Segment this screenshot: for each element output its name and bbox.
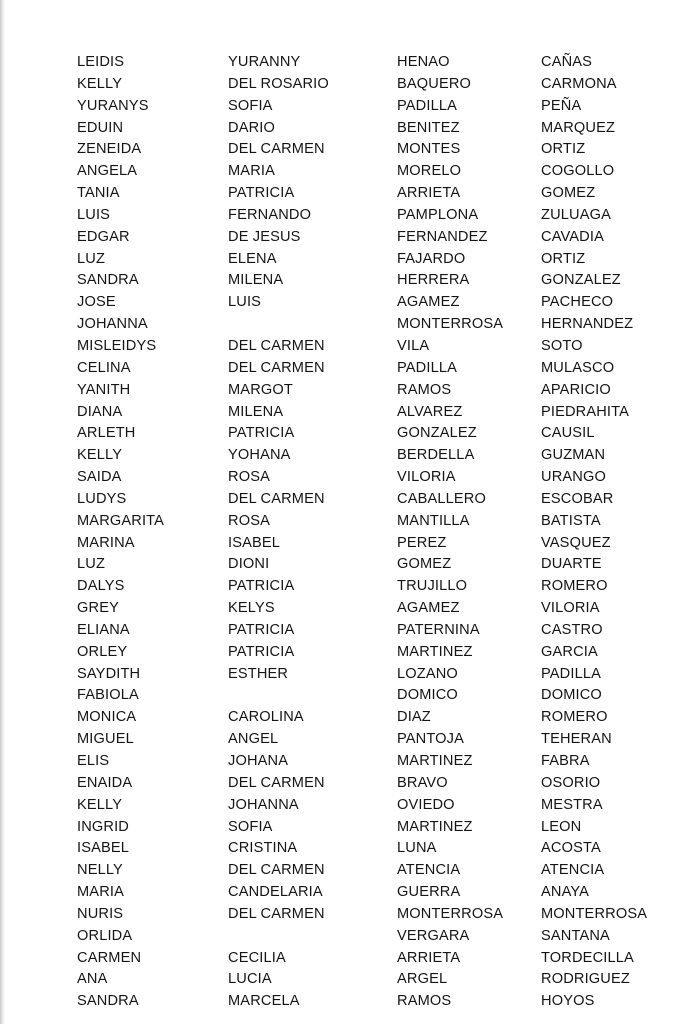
- second-surname-cell: ANAYA: [541, 884, 590, 901]
- table-row: [77, 423, 677, 445]
- first-name-cell: FABIOLA: [77, 687, 139, 704]
- second-surname-cell: DUARTE: [541, 556, 602, 573]
- first-name-cell: SANDRA: [77, 993, 139, 1010]
- first-surname-cell: GONZALEZ: [397, 425, 477, 442]
- first-name-cell: MIGUEL: [77, 731, 134, 748]
- second-surname-cell: SANTANA: [541, 927, 610, 944]
- first-surname-cell: ATENCIA: [397, 862, 461, 879]
- first-surname-cell: PADILLA: [397, 359, 457, 376]
- middle-name-cell: DEL CARMEN: [228, 862, 325, 879]
- second-surname-cell: MARQUEZ: [541, 119, 616, 136]
- first-name-cell: ARLETH: [77, 425, 136, 442]
- second-surname-cell: CASTRO: [541, 621, 603, 638]
- first-name-cell: JOSE: [77, 294, 116, 311]
- first-name-cell: YANITH: [77, 381, 131, 398]
- middle-name-cell: SOFIA: [228, 818, 273, 835]
- first-surname-cell: OVIEDO: [397, 796, 455, 813]
- first-surname-cell: AGAMEZ: [397, 600, 460, 617]
- table-row: [77, 860, 677, 882]
- middle-name-cell: DE JESUS: [228, 228, 301, 245]
- table-row: [77, 838, 677, 860]
- second-surname-cell: BATISTA: [541, 512, 601, 529]
- first-surname-cell: DOMICO: [397, 687, 458, 704]
- second-surname-cell: OSORIO: [541, 774, 601, 791]
- first-surname-cell: HENAO: [397, 54, 450, 70]
- middle-name-cell: YURANNY: [228, 54, 301, 70]
- table-row: [77, 904, 677, 926]
- middle-name-cell: DEL CARMEN: [228, 490, 325, 507]
- first-surname-cell: MANTILLA: [397, 512, 470, 529]
- second-surname-cell: PADILLA: [541, 665, 601, 682]
- table-row: [77, 292, 677, 314]
- first-name-cell: ELIANA: [77, 621, 130, 638]
- first-surname-cell: TRUJILLO: [397, 578, 468, 595]
- table-row: [77, 227, 677, 249]
- second-surname-cell: ACOSTA: [541, 840, 601, 857]
- middle-name-cell: MARCELA: [228, 993, 300, 1010]
- second-surname-cell: GUZMAN: [541, 447, 606, 464]
- second-surname-cell: TEHERAN: [541, 731, 612, 748]
- second-surname-cell: ROMERO: [541, 578, 608, 595]
- first-name-cell: INGRID: [77, 818, 129, 835]
- first-surname-cell: MONTES: [397, 141, 461, 158]
- middle-name-cell: MARGOT: [228, 381, 293, 398]
- first-name-cell: LEIDIS: [77, 54, 125, 70]
- first-surname-cell: RAMOS: [397, 381, 452, 398]
- middle-name-cell: [228, 685, 397, 707]
- second-surname-cell: ORTIZ: [541, 141, 586, 158]
- first-name-cell: DIANA: [77, 403, 123, 420]
- middle-name-cell: PATRICIA: [228, 185, 295, 202]
- first-surname-cell: BAQUERO: [397, 75, 472, 92]
- first-surname-cell: ARRIETA: [397, 949, 461, 966]
- second-surname-cell: PACHECO: [541, 294, 614, 311]
- middle-name-cell: ROSA: [228, 512, 270, 529]
- middle-name-cell: DEL CARMEN: [228, 141, 325, 158]
- table-row: [77, 926, 677, 948]
- second-surname-cell: CARMONA: [541, 75, 617, 92]
- table-row: [77, 817, 677, 839]
- table-row: [77, 314, 677, 336]
- table-row: [77, 380, 677, 402]
- middle-name-cell: DEL CARMEN: [228, 337, 325, 354]
- first-name-cell: MONICA: [77, 709, 137, 726]
- second-surname-cell: MULASCO: [541, 359, 615, 376]
- middle-name-cell: JOHANNA: [228, 796, 299, 813]
- first-name-cell: ISABEL: [77, 840, 130, 857]
- middle-name-cell: KELYS: [228, 600, 275, 617]
- first-name-cell: MARIA: [77, 884, 124, 901]
- second-surname-cell: DOMICO: [541, 687, 602, 704]
- first-name-cell: SAYDITH: [77, 665, 141, 682]
- second-surname-cell: TORDECILLA: [541, 949, 634, 966]
- table-row: [77, 795, 677, 817]
- second-surname-cell: GOMEZ: [541, 185, 596, 202]
- first-name-cell: GREY: [77, 600, 119, 617]
- second-surname-cell: VILORIA: [541, 600, 600, 617]
- first-surname-cell: FERNANDEZ: [397, 228, 488, 245]
- middle-name-cell: SOFIA: [228, 97, 273, 114]
- second-surname-cell: GONZALEZ: [541, 272, 621, 289]
- middle-name-cell: [228, 314, 397, 336]
- first-name-cell: NURIS: [77, 905, 124, 922]
- middle-name-cell: ANGEL: [228, 731, 279, 748]
- table-row: [77, 402, 677, 424]
- table-row: [77, 554, 677, 576]
- first-surname-cell: BENITEZ: [397, 119, 460, 136]
- table-row: [77, 642, 677, 664]
- first-surname-cell: HERRERA: [397, 272, 470, 289]
- table-row: [77, 991, 677, 1013]
- second-surname-cell: HERNANDEZ: [541, 316, 634, 333]
- second-surname-cell: PEÑA: [541, 97, 582, 114]
- second-surname-cell: CAÑAS: [541, 54, 593, 70]
- table-row: [77, 96, 677, 118]
- first-surname-cell: ALVAREZ: [397, 403, 463, 420]
- first-name-cell: JOHANNA: [77, 316, 148, 333]
- second-surname-cell: HOYOS: [541, 993, 595, 1010]
- middle-name-cell: PATRICIA: [228, 621, 295, 638]
- first-name-cell: KELLY: [77, 796, 123, 813]
- first-name-cell: LUZ: [77, 556, 106, 573]
- first-name-cell: YURANYS: [77, 97, 149, 114]
- first-surname-cell: GOMEZ: [397, 556, 452, 573]
- first-name-cell: CELINA: [77, 359, 131, 376]
- first-name-cell: EDUIN: [77, 119, 124, 136]
- second-surname-cell: ORTIZ: [541, 250, 586, 267]
- middle-name-cell: DIONI: [228, 556, 270, 573]
- first-name-cell: ORLIDA: [77, 927, 133, 944]
- middle-name-cell: MILENA: [228, 272, 284, 289]
- table-row: [77, 445, 677, 467]
- second-surname-cell: CAUSIL: [541, 425, 595, 442]
- table-row: [77, 52, 677, 74]
- middle-name-cell: PATRICIA: [228, 578, 295, 595]
- table-row: [77, 139, 677, 161]
- first-surname-cell: VILA: [397, 337, 430, 354]
- table-row: [77, 489, 677, 511]
- second-surname-cell: ATENCIA: [541, 862, 605, 879]
- middle-name-cell: CAROLINA: [228, 709, 304, 726]
- second-surname-cell: FABRA: [541, 753, 590, 769]
- table-row: [77, 533, 677, 555]
- table-row: [77, 576, 677, 598]
- names-table-body: [77, 52, 677, 1013]
- first-name-cell: LUDYS: [77, 490, 127, 507]
- first-surname-cell: MONTERROSA: [397, 905, 504, 922]
- second-surname-cell: ROMERO: [541, 709, 608, 726]
- first-surname-cell: MORELO: [397, 163, 462, 180]
- table-row: [77, 969, 677, 991]
- first-name-cell: TANIA: [77, 185, 120, 202]
- second-surname-cell: MONTERROSA: [541, 905, 648, 922]
- first-name-cell: EDGAR: [77, 228, 130, 245]
- first-name-cell: MISLEIDYS: [77, 337, 157, 354]
- table-row: [77, 183, 677, 205]
- table-row: [77, 118, 677, 140]
- middle-name-cell: LUCIA: [228, 971, 272, 988]
- table-row: [77, 707, 677, 729]
- first-name-cell: ZENEIDA: [77, 141, 142, 158]
- middle-name-cell: YOHANA: [228, 447, 291, 464]
- table-row: [77, 773, 677, 795]
- first-surname-cell: FAJARDO: [397, 250, 466, 267]
- middle-name-cell: ROSA: [228, 469, 270, 486]
- first-surname-cell: BERDELLA: [397, 447, 475, 464]
- middle-name-cell: CANDELARIA: [228, 884, 323, 901]
- first-name-cell: LUZ: [77, 250, 106, 267]
- second-surname-cell: GARCIA: [541, 643, 598, 660]
- table-row: [77, 270, 677, 292]
- first-name-cell: SANDRA: [77, 272, 139, 289]
- first-surname-cell: PAMPLONA: [397, 206, 479, 223]
- first-name-cell: KELLY: [77, 75, 123, 92]
- first-name-cell: ANA: [77, 971, 108, 988]
- first-surname-cell: PADILLA: [397, 97, 457, 114]
- first-name-cell: KELLY: [77, 447, 123, 464]
- second-surname-cell: URANGO: [541, 469, 606, 486]
- first-surname-cell: PANTOJA: [397, 731, 465, 748]
- middle-name-cell: MILENA: [228, 403, 284, 420]
- first-name-cell: ANGELA: [77, 163, 138, 180]
- first-name-cell: ORLEY: [77, 643, 128, 660]
- second-surname-cell: LEON: [541, 818, 582, 835]
- table-row: [77, 336, 677, 358]
- middle-name-cell: FERNANDO: [228, 206, 312, 223]
- second-surname-cell: APARICIO: [541, 381, 611, 398]
- first-surname-cell: LOZANO: [397, 665, 458, 682]
- middle-name-cell: DEL CARMEN: [228, 774, 325, 791]
- first-surname-cell: MARTINEZ: [397, 818, 473, 835]
- second-surname-cell: ESCOBAR: [541, 490, 614, 507]
- first-name-cell: CARMEN: [77, 949, 142, 966]
- first-name-cell: MARINA: [77, 534, 135, 551]
- middle-name-cell: CECILIA: [228, 949, 286, 966]
- table-row: [77, 882, 677, 904]
- table-row: [77, 664, 677, 686]
- middle-name-cell: JOHANA: [228, 753, 289, 769]
- first-surname-cell: PATERNINA: [397, 621, 480, 638]
- first-surname-cell: LUNA: [397, 840, 437, 857]
- first-name-cell: DALYS: [77, 578, 125, 595]
- first-surname-cell: ARGEL: [397, 971, 448, 988]
- first-surname-cell: ARRIETA: [397, 185, 461, 202]
- middle-name-cell: [228, 926, 397, 948]
- table-row: [77, 948, 677, 970]
- middle-name-cell: DEL CARMEN: [228, 905, 325, 922]
- second-surname-cell: MESTRA: [541, 796, 603, 813]
- second-surname-cell: SOTO: [541, 337, 583, 354]
- middle-name-cell: MARIA: [228, 163, 275, 180]
- first-surname-cell: MONTERROSA: [397, 316, 504, 333]
- first-surname-cell: VERGARA: [397, 927, 470, 944]
- second-surname-cell: CAVADIA: [541, 228, 604, 245]
- middle-name-cell: DARIO: [228, 119, 275, 136]
- table-row: [77, 620, 677, 642]
- first-name-cell: NELLY: [77, 862, 123, 879]
- names-table: [77, 52, 677, 1013]
- first-surname-cell: GUERRA: [397, 884, 461, 901]
- first-surname-cell: AGAMEZ: [397, 294, 460, 311]
- first-surname-cell: PEREZ: [397, 534, 447, 551]
- table-row: [77, 358, 677, 380]
- table-row: [77, 205, 677, 227]
- second-surname-cell: RODRIGUEZ: [541, 971, 630, 988]
- middle-name-cell: PATRICIA: [228, 643, 295, 660]
- table-row: [77, 511, 677, 533]
- second-surname-cell: ZULUAGA: [541, 206, 611, 223]
- second-surname-cell: COGOLLO: [541, 163, 615, 180]
- middle-name-cell: DEL ROSARIO: [228, 75, 329, 92]
- second-surname-cell: VASQUEZ: [541, 534, 611, 551]
- middle-name-cell: LUIS: [228, 294, 262, 311]
- first-surname-cell: CABALLERO: [397, 490, 486, 507]
- middle-name-cell: PATRICIA: [228, 425, 295, 442]
- table-row: [77, 467, 677, 489]
- first-name-cell: ELIS: [77, 753, 110, 769]
- table-row: [77, 598, 677, 620]
- first-surname-cell: MARTINEZ: [397, 643, 473, 660]
- first-surname-cell: BRAVO: [397, 774, 448, 791]
- table-row: [77, 751, 677, 773]
- middle-name-cell: ISABEL: [228, 534, 281, 551]
- middle-name-cell: DEL CARMEN: [228, 359, 325, 376]
- table-row: [77, 249, 677, 271]
- first-name-cell: SAIDA: [77, 469, 122, 486]
- middle-name-cell: CRISTINA: [228, 840, 298, 857]
- table-row: [77, 161, 677, 183]
- first-surname-cell: RAMOS: [397, 993, 452, 1010]
- first-surname-cell: DIAZ: [397, 709, 431, 726]
- first-surname-cell: MARTINEZ: [397, 753, 473, 769]
- first-name-cell: ENAIDA: [77, 774, 133, 791]
- middle-name-cell: ELENA: [228, 250, 277, 267]
- middle-name-cell: ESTHER: [228, 665, 289, 682]
- table-row: [77, 74, 677, 96]
- table-row: [77, 729, 677, 751]
- table-row: [77, 685, 677, 707]
- first-name-cell: MARGARITA: [77, 512, 165, 529]
- first-surname-cell: VILORIA: [397, 469, 456, 486]
- first-name-cell: LUIS: [77, 206, 111, 223]
- second-surname-cell: PIEDRAHITA: [541, 403, 629, 420]
